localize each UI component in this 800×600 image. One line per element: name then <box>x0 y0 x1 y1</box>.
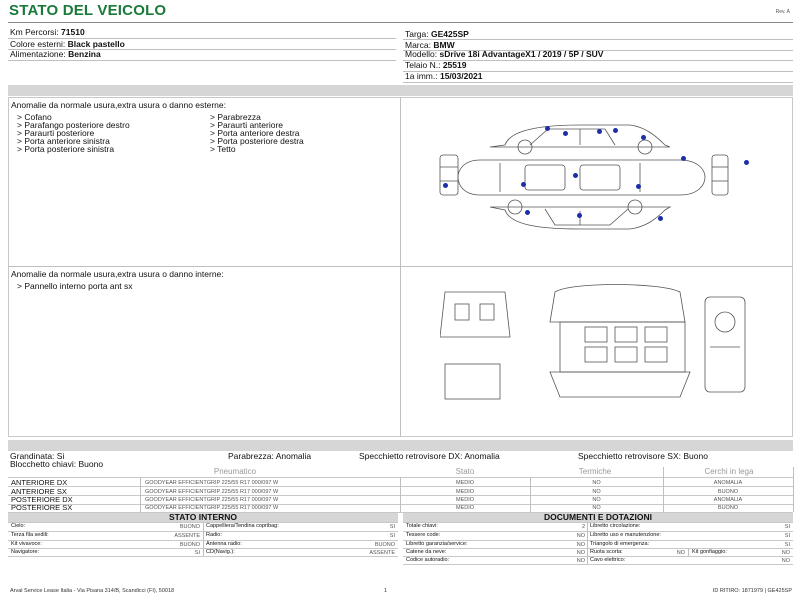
mirror-dx-status: Specchietto retrovisore DX: Anomalia <box>359 451 500 461</box>
parabrezza-status: Parabrezza: Anomalia <box>228 451 312 461</box>
internal-status-title: STATO INTERNO <box>169 512 237 522</box>
internal-key: CD(Navig.): <box>206 549 235 555</box>
tyre-pos: ANTERIORE SX <box>11 487 67 496</box>
internal-value: ASSENTE <box>369 550 395 556</box>
internal-value: BUONO <box>374 542 395 548</box>
document-value: NO <box>781 550 790 556</box>
internal-value: ASSENTE <box>174 533 200 539</box>
interior-car-diagram <box>440 282 760 402</box>
damage-marker <box>521 182 526 187</box>
damage-marker <box>573 173 578 178</box>
mirror-sx-status: Specchietto retrovisore SX: Buono <box>578 451 708 461</box>
alloy-status: ANOMALIA <box>713 480 743 486</box>
internal-value: SI <box>389 524 395 530</box>
tyre-status: MEDIO <box>455 480 475 486</box>
tyre-thermal: NO <box>592 505 601 511</box>
damage-marker <box>613 128 618 133</box>
damage-marker <box>641 135 646 140</box>
internal-key: Radio: <box>206 532 222 538</box>
tyre-pos: POSTERIORE DX <box>11 495 73 504</box>
damage-marker <box>563 131 568 136</box>
thermal-header: Termiche <box>578 467 612 476</box>
tyre-pos: ANTERIORE DX <box>11 478 68 487</box>
internal-value: BUONO <box>179 524 200 530</box>
internal-key: Cappelliera/Tendina copribag: <box>206 523 279 529</box>
damage-marker <box>577 213 582 218</box>
tyre-pos: POSTERIORE SX <box>11 503 73 512</box>
footer-company: Arval Service Lease Italia - Via Pisana 314/B, Scandicci (FI), 50018 <box>10 588 175 594</box>
document-key: Cavo elettrico: <box>590 557 626 563</box>
document-value: SI <box>784 542 790 548</box>
brand-row: Marca: BMW <box>405 40 455 50</box>
internal-key: Navigatore: <box>11 549 40 555</box>
footer-page-number: 1 <box>384 588 388 594</box>
damage-marker <box>744 160 749 165</box>
damage-marker <box>597 129 602 134</box>
tyre-thermal: NO <box>592 480 601 486</box>
external-damage-title: Anomalie da normale usura,extra usura o danno esterne: <box>11 100 226 110</box>
tyre-status: MEDIO <box>455 505 475 511</box>
status-header: Stato <box>455 467 475 476</box>
key-lock-status: Blocchetto chiavi: Buono <box>10 459 104 469</box>
damage-marker <box>658 216 663 221</box>
tyre-model: GOODYEAR EFFICIENTGRIP 225/55 R17 000/097 W <box>145 480 279 486</box>
internal-damage-title: Anomalie da normale usura,extra usura o danno interne: <box>11 269 224 279</box>
tyre-model: GOODYEAR EFFICIENTGRIP 225/55 R17 000/097 W <box>145 489 279 495</box>
document-value: SI <box>784 533 790 539</box>
document-key: Triangolo di emergenza: <box>590 541 650 547</box>
internal-value: SI <box>389 533 395 539</box>
damage-marker <box>443 183 448 188</box>
document-value: NO <box>576 533 585 539</box>
damage-marker <box>636 184 641 189</box>
tyre-thermal: NO <box>592 497 601 503</box>
chassis-row: Telaio N.: 25519 <box>405 60 467 70</box>
internal-value: BUONO <box>179 542 200 548</box>
tyre-model: GOODYEAR EFFICIENTGRIP 225/55 R17 000/097 W <box>145 505 279 511</box>
internal-key: Kit vivavoce: <box>11 541 42 547</box>
document-value: NO <box>676 550 685 556</box>
alloy-status: BUONO <box>717 489 739 495</box>
external-damage-list-1: > Cofano > Parafango posteriore destro > Paraurti posteriore > Porta anteriore sinistra > Porta posteriore sinistra <box>17 112 130 154</box>
km-row: Km Percorsi: 71510 <box>10 27 85 37</box>
exterior-car-diagram <box>430 115 730 240</box>
external-damage-list-2: > Parabrezza > Paraurti anteriore > Porta anteriore destra > Porta posteriore destra > Tetto <box>210 112 304 154</box>
grandinata: Grandinata: Si <box>10 451 65 461</box>
fuel-row: Alimentazione: Benzina <box>10 49 101 59</box>
document-key: Ruota scorta: <box>590 549 623 555</box>
document-key: Catene da neve: <box>406 549 447 555</box>
internal-damage-list: > Pannello interno porta ant sx <box>17 281 133 291</box>
page-title: STATO DEL VEICOLO <box>9 2 167 19</box>
alloy-header: Cerchi in lega <box>704 467 754 476</box>
tyre-header: Pneumatico <box>213 467 257 476</box>
damage-marker <box>681 156 686 161</box>
internal-key: Terza fila sedili: <box>11 532 49 538</box>
document-value: NO <box>576 542 585 548</box>
document-key: Libretto uso e manutenzione: <box>590 532 661 538</box>
document-key: Libretto circolazione: <box>590 523 641 529</box>
plate-row: Targa: GE425SP <box>405 29 469 39</box>
document-value: 2 <box>581 524 585 530</box>
title-divider <box>8 22 793 23</box>
internal-value: SI <box>194 550 200 556</box>
damage-marker <box>545 126 550 131</box>
alloy-status: BUONO <box>717 505 739 511</box>
footer-id: ID RITIRO: 1871979 | GE425SP <box>712 588 792 594</box>
document-value: NO <box>781 558 790 564</box>
model-row: Modello: sDrive 18i AdvantageX1 / 2019 / 5P / SUV <box>405 49 604 59</box>
color-row: Colore esterni: Black pastello <box>10 39 125 49</box>
alloy-status: ANOMALIA <box>713 497 743 503</box>
document-key: Kit gonfiaggio: <box>692 549 727 555</box>
document-key: Tessere code: <box>406 532 441 538</box>
document-value: NO <box>576 558 585 564</box>
document-value: SI <box>784 524 790 530</box>
document-key: Codice autoradio: <box>406 557 450 563</box>
tyre-status: MEDIO <box>455 489 475 495</box>
document-key: Totale chiavi: <box>406 523 438 529</box>
tyre-status: MEDIO <box>455 497 475 503</box>
damage-marker <box>525 210 530 215</box>
revision-label: Rev. A <box>775 9 790 15</box>
internal-key: Antenna radio: <box>206 541 242 547</box>
section-band <box>8 85 793 96</box>
document-key: Libretto garanzia/service: <box>406 541 468 547</box>
tyre-model: GOODYEAR EFFICIENTGRIP 225/55 R17 000/097 W <box>145 497 279 503</box>
registration-row: 1a imm.: 15/03/2021 <box>405 71 483 81</box>
summary-band <box>8 440 793 451</box>
document-value: NO <box>576 550 585 556</box>
internal-key: Cielo: <box>11 523 26 529</box>
documents-title: DOCUMENTI E DOTAZIONI <box>544 512 652 522</box>
tyre-thermal: NO <box>592 489 601 495</box>
